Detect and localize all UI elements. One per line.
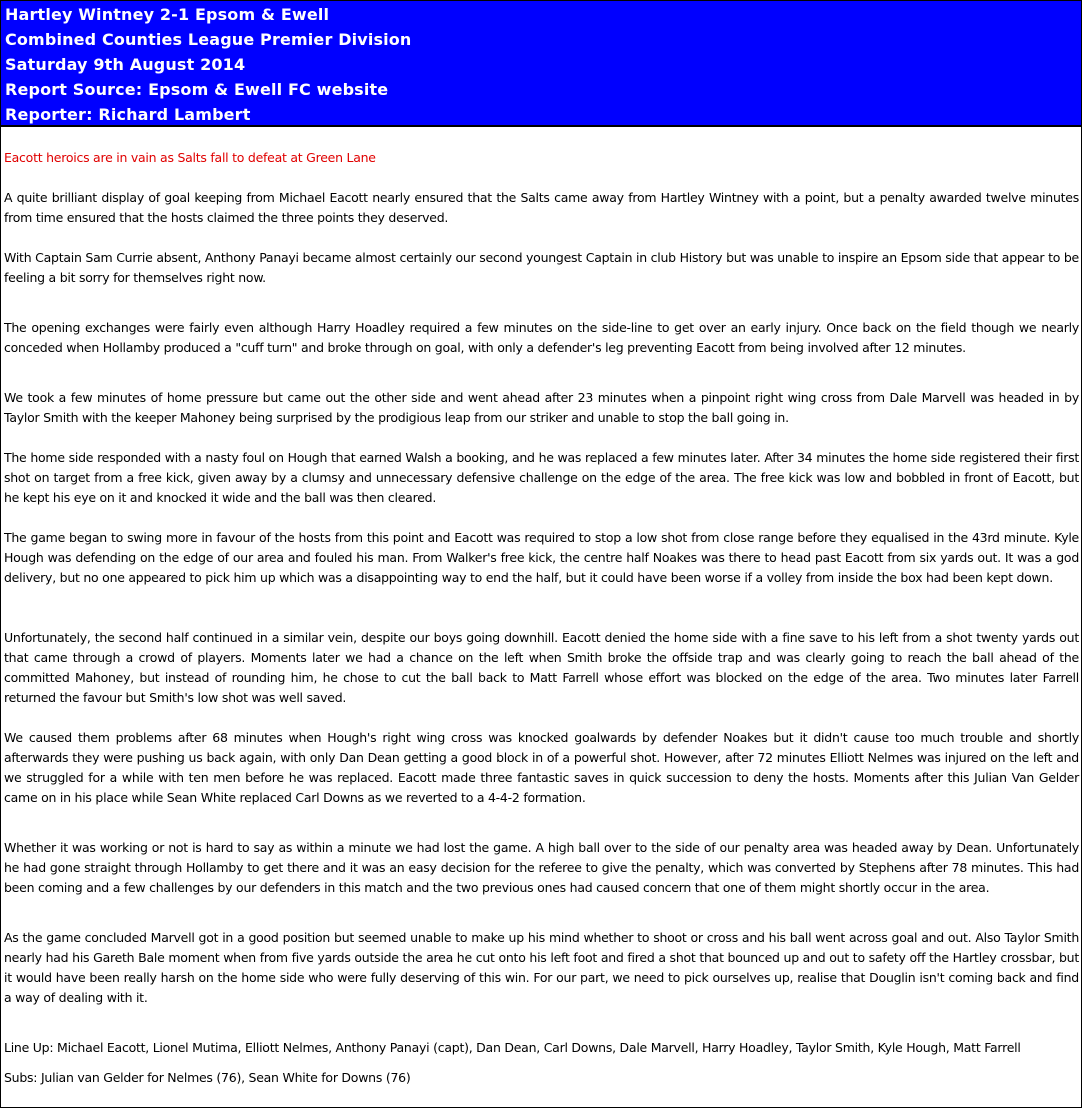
match-title: Hartley Wintney 2-1 Epsom & Ewell [5, 5, 330, 24]
match-date: Saturday 9th August 2014 [5, 55, 246, 74]
report-paragraph: The home side responded with a nasty foul on Hough that earned Walsh a booking, and he was replaced a few minutes later. After 34 minutes the home side registered their first shot on target from a free kick, given away by a clumsy and unnecessary defensive challenge on the edge of the area. The free kick was low and bobbled in front of Eacott, but he kept his eye on it and knocked it wide and the ball was then cleared. [4, 450, 1079, 505]
report-paragraph: Whether it was working or not is hard to say as within a minute we had lost the game. A high ball over to the side of our penalty area was headed away by Dean. Unfortunately he had gone straight through Hollamby to get there and it was an easy decision for the referee to give the penalty, which was converted by Stephens after 78 minutes. This had been coming and a few challenges by our defenders in this match and the two previous ones had caused concern that one of them might shortly occur in the area. [4, 840, 1079, 895]
report-paragraph: We caused them problems after 68 minutes when Hough's right wing cross was knocked goalwards by defender Noakes but it didn't cause too much trouble and shortly afterwards they were pushing us back again, with only Dan Dean getting a good block in of a powerful shot. However, after 72 minutes Elliott Nelmes was injured on the left and we struggled for a while with ten men before he was replaced. Eacott made three fantastic saves in quick succession to deny the hosts. Moments after this Julian Van Gelder came on in his place while Sean White replaced Carl Downs as we reverted to a 4-4-2 formation. [4, 730, 1079, 805]
report-paragraph: The opening exchanges were fairly even although Harry Hoadley required a few minutes on the side-line to get over an early injury. Once back on the field though we nearly conceded when Hollamby produced a "cuff turn" and broke through on goal, with only a defender's leg preventing Eacott from being involved after 12 minutes. [4, 320, 1079, 355]
report-source: Report Source: Epsom & Ewell FC website [5, 80, 389, 99]
substitutes: Subs: Julian van Gelder for Nelmes (76), Sean White for Downs (76) [4, 1070, 411, 1085]
report-paragraph: With Captain Sam Currie absent, Anthony Panayi became almost certainly our second youngest Captain in club History but was unable to inspire an Epsom side that appear to be feeling a bit sorry for themselves right now. [4, 250, 1079, 285]
report-paragraph: As the game concluded Marvell got in a good position but seemed unable to make up his mind whether to shoot or cross and his ball went across goal and out. Also Taylor Smith nearly had his Gareth Bale moment when from five yards outside the area he cut onto his left foot and fired a shot that bounced up and out to safety off the Hartley crossbar, but it would have been really harsh on the home side who were fully deserving of this win. For our part, we need to pick ourselves up, realise that Douglin isn't coming back and find a way of dealing with it. [4, 930, 1079, 1005]
competition-name: Combined Counties League Premier Division [5, 30, 412, 49]
report-paragraph: The game began to swing more in favour of the hosts from this point and Eacott was required to stop a low shot from close range before they equalised in the 43rd minute. Kyle Hough was defending on the edge of our area and fouled his man. From Walker's free kick, the centre half Noakes was there to head past Eacott from six yards out. It was a god delivery, but no one appeared to pick him up which was a disappointing way to end the half, but it could have been worse if a volley from inside the box had been kept down. [4, 530, 1079, 585]
report-paragraph: We took a few minutes of home pressure but came out the other side and went ahead after 23 minutes when a pinpoint right wing cross from Dale Marvell was headed in by Taylor Smith with the keeper Mahoney being surprised by the prodigious leap from our striker and unable to stop the ball going in. [4, 390, 1079, 425]
report-paragraph: Unfortunately, the second half continued in a similar vein, despite our boys going downhill. Eacott denied the home side with a fine save to his left from a shot twenty yards out that came through a crowd of players. Moments later we had a chance on the left when Smith broke the offside trap and was clearly going to reach the ball ahead of the committed Mahoney, but instead of rounding him, he chose to cut the ball back to Matt Farrell whose effort was blocked on the edge of the area. Two minutes later Farrell returned the favour but Smith's low shot was well saved. [4, 630, 1079, 705]
match-header [1, 1, 1081, 127]
report-paragraph: A quite brilliant display of goal keeping from Michael Eacott nearly ensured that the Salts came away from Hartley Wintney with a point, but a penalty awarded twelve minutes from time ensured that the hosts claimed the three points they deserved. [4, 190, 1079, 225]
report-headline: Eacott heroics are in vain as Salts fall to defeat at Green Lane [4, 150, 376, 165]
lineup: Line Up: Michael Eacott, Lionel Mutima, Elliott Nelmes, Anthony Panayi (capt), Dan Dean, Carl Downs, Dale Marvell, Harry Hoadley, Taylor Smith, Kyle Hough, Matt Farrell [4, 1040, 1021, 1055]
reporter-name: Reporter: Richard Lambert [5, 105, 251, 124]
